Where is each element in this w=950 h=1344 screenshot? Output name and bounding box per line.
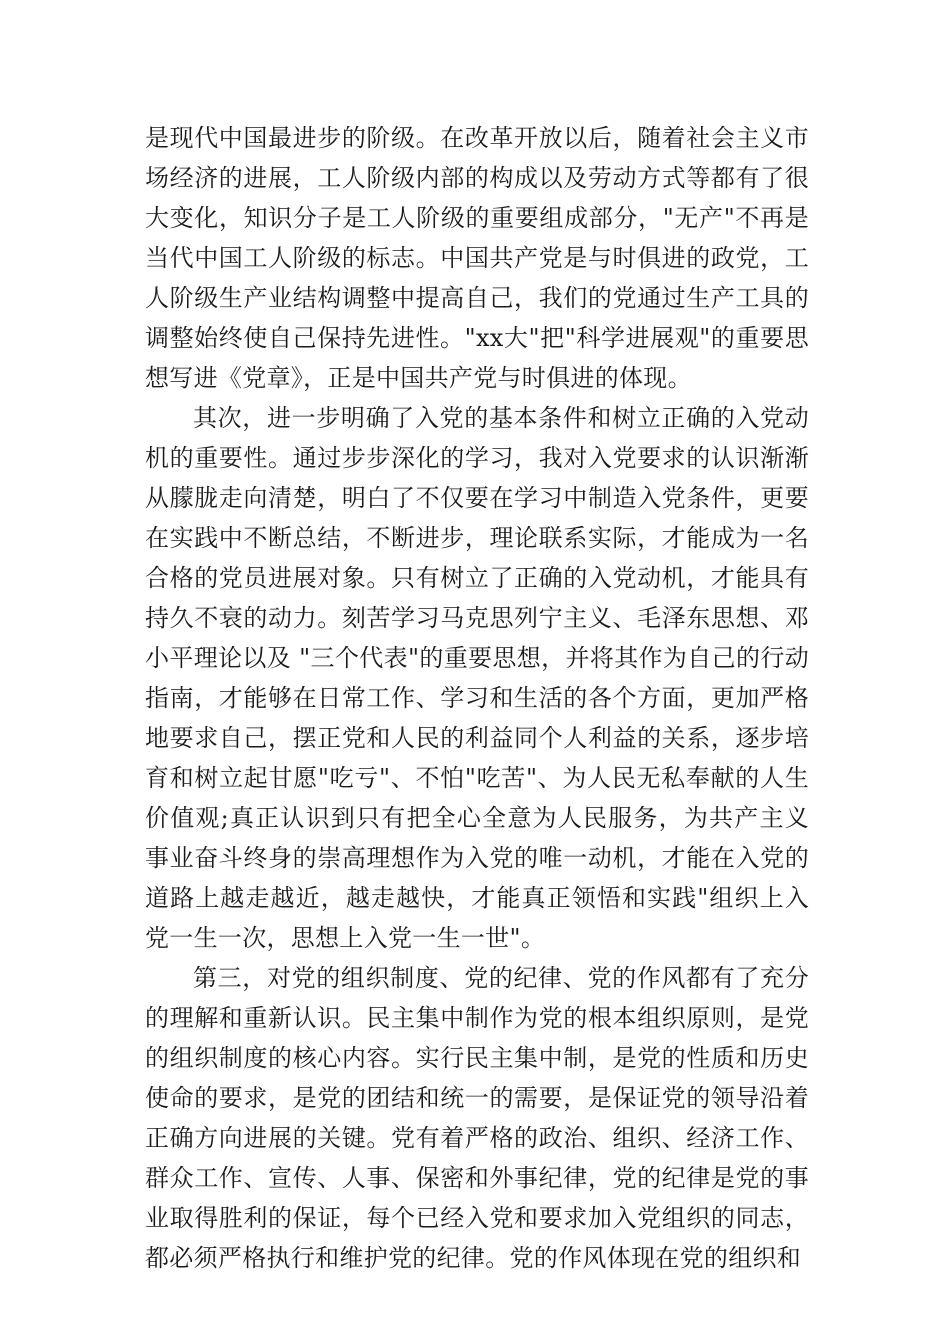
paragraph-third-point: 第三，对党的组织制度、党的纪律、党的作风都有了充分的理解和重新认识。民主集中制作为党的根本组织原则，是党的组织制度的核心内容。实行民主集中制，是党的性质和历史使命的要求，是党的团结和统一的需要，是保证党的领导沿着正确方向进展的关键。党有着严格的政治、组织、经济工作、群众工作、宣传、人事、保密和外事纪律，党的纪律是党的事业取得胜利的保证，每个已经入党和要求加入党组织的同志，都必须严格执行和维护党的纪律。党的作风体现在党的组织和 [145,964,809,1272]
paragraph-continuation: 是现代中国最进步的阶级。在改革开放以后，随着社会主义市场经济的进展，工人阶级内部的构成以及劳动方式等都有了很大变化，知识分子是工人阶级的重要组成部分，"无产"不再是当代中国工人阶级的标志。中国共产党是与时俱进的政党，工人阶级生产业结构调整中提高自己，我们的党通过生产工具的调整始终使自己保持先进性。"xx大"把"科学进展观"的重要思想写进《党章》，正是中国共产党与时俱进的体现。 [145,124,809,392]
document-page [145,118,809,1278]
paragraph-second-point: 其次，进一步明确了入党的基本条件和树立正确的入党动机的重要性。通过步步深化的学习，我对入党要求的认识渐渐从朦胧走向清楚，明白了不仅要在学习中制造入党条件，更要在实践中不断总结，不断进步，理论联系实际，才能成为一名合格的党员进展对象。只有树立了正确的入党动机，才能具有持久不衰的动力。刻苦学习马克思列宁主义、毛泽东思想、邓小平理论以及 "三个代表"的重要思想，并将其作为自己的行动指南，才能够在日常工作、学习和生活的各个方面，更加严格地要求自己，摆正党和人民的利益同个人利益的关系，逐步培育和树立起甘愿"吃亏"、不怕"吃苦"、为人民无私奉献的人生价值观;真正认识到只有把全心全意为人民服务，为共产主义事业奋斗终身的崇高理想作为入党的唯一动机，才能在入党的道路上越走越近，越走越快，才能真正领悟和实践"组织上入党一生一次，思想上入党一生一世"。 [145,404,809,952]
